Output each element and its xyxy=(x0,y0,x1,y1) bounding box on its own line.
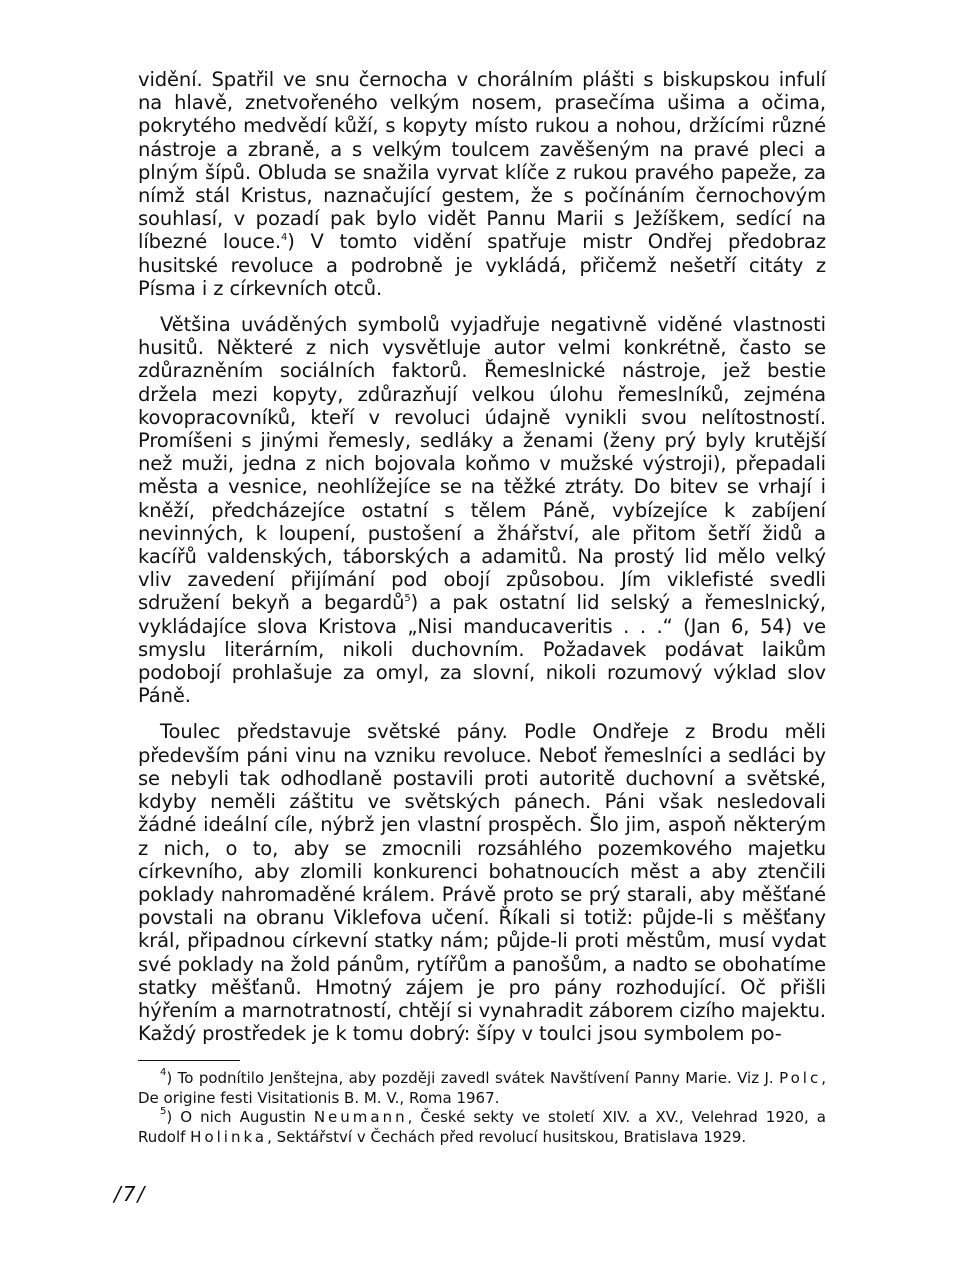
footnote-divider xyxy=(138,1060,240,1061)
author-name: Neumann xyxy=(313,1108,408,1126)
paragraph: Toulec představuje světské pány. Podle Ondřeje z Brodu měli především páni vinu na vzniku revoluce. Neboť řemeslníci a sedláci by se nebyli tak odhodlaně postavili proti autoritě duchovní a světské, kdyby neměli záštitu ve světských pánech. Páni však nesledovali žádné ideální cíle, nýbrž jen vlastní prospěch. Šlo jim, aspoň některým z nich, o to, aby se zmocnili rozsáhlého pozemkového majetku církevního, aby zlomili konkurenci bohatnoucích měst a aby ztenčili poklady nahromaděné králem. Právě proto se prý starali, aby měšťané povstali na obranu Viklefova učení. Říkali si totiž: půjde-li s měšťany král, připadnou církevní statky nám; půjde-li proti městům, musí vydat své poklady na žold pánům, rytířům a panošům, a nadto se obohatíme statky měšťanů. Hmotný zájem je pro pány rozhodující. Oč přišli hýřením a marnotratností, chtějí si vynahradit záborem cizího majektu. Každý prostředek je k tomu dobrý: šípy v toulci jsou symbolem po- xyxy=(138,720,826,1046)
paragraph-text: ) a pak ostatní lid selský a řemeslnický, vykládajíce slova Kristova „Nisi manducaveritis . . .“ (Jan 6, 54) ve smyslu literárním, nikoli duchovním. Požadavek podávat laikům podobojí prohlašuje za omyl, za slovní, nikoli rozumový výklad slov Páně. xyxy=(138,591,826,708)
footnote-5 xyxy=(138,1108,826,1147)
body-text xyxy=(138,68,826,1045)
paragraph xyxy=(138,313,826,707)
footnote-mark: 4 xyxy=(160,1067,167,1078)
footnotes xyxy=(138,1069,826,1147)
footnote-text: , De origine festi Visitationis B. M. V., Roma 1967. xyxy=(138,1069,826,1107)
paragraph-text: vidění. Spatřil ve snu černocha v chorálním plášti s biskupskou infulí na hlavě, znetvořeného velkým nosem, prasečíma ušima a očima, pokrytého medvědí kůží, s kopyty místo rukou a nohou, držícími různé nástroje a zbraně, a s velkým toulcem zavěšeným na pravé pleci a plným šípů. Obluda se snažila vyrvat klíče z rukou pravého papeže, za nímž stál Kristus, naznačující gestem, že s počínáním černochovým souhlasí, v pozadí pak bylo vidět Pannu Marii s Ježíškem, sedící na líbezné louce. xyxy=(138,68,826,254)
paragraph-text: ) V tomto vidění spatřuje mistr Ondřej předobraz husitské revoluce a podrobně je vykládá, přičemž nešetří citáty z Písma i z církevních otců. xyxy=(138,230,826,300)
page-number: /7/ xyxy=(114,1182,147,1206)
footnote-ref-4: 4 xyxy=(280,232,288,244)
footnote-mark: 5 xyxy=(160,1106,167,1117)
footnote-text: ) To podnítilo Jenštejna, aby později zavedl svátek Navštívení Panny Marie. Viz J. xyxy=(166,1069,780,1087)
author-name: Holinka xyxy=(190,1127,268,1146)
footnote-text: , Sektářství v Čechách před revolucí husitskou, Bratislava 1929. xyxy=(267,1127,747,1146)
footnote-text: , České sekty ve století XIV. a XV., Velehrad 1920, a Rudolf xyxy=(138,1108,826,1146)
paragraph-continuation xyxy=(138,68,826,300)
footnote-4 xyxy=(138,1069,826,1108)
author-name: Polc xyxy=(779,1069,822,1087)
footnote-text: ) O nich Augustin xyxy=(166,1108,314,1126)
paragraph-text: Většina uváděných symbolů vyjadřuje negativně viděné vlastnosti husitů. Některé z nich vysvětluje autor velmi konkrétně, často se zdůrazněním sociálních faktorů. Řemeslnické nástroje, jež bestie držela mezi kopyty, zdůrazňují velkou úlohu řemeslníků, zejména kovopracovníků, kteří v revoluci údajně vynikli svou nelítostností. Promíšeni s jinými řemesly, sedláky a ženami (ženy prý byly krutější než muži, jedna z nich bojovala koňmo v mužské výstroji), přepadali města a vesnice, neohlížejíce se na těžké ztráty. Do bitev se vrhají i kněží, předcházejíce ostatní s tělem Páně, vybízejíce k zabíjení nevinných, k loupení, pustošení a žhářství, ale přitom šetří židů a kacířů valdenských, táborských a adamitů. Na prostý lid mělo velký vliv zavedení přijímání pod obojí způsobou. Jím viklefisté svedli sdružení bekyň a begardů xyxy=(138,313,826,615)
footnote-ref-5: 5 xyxy=(404,593,411,605)
